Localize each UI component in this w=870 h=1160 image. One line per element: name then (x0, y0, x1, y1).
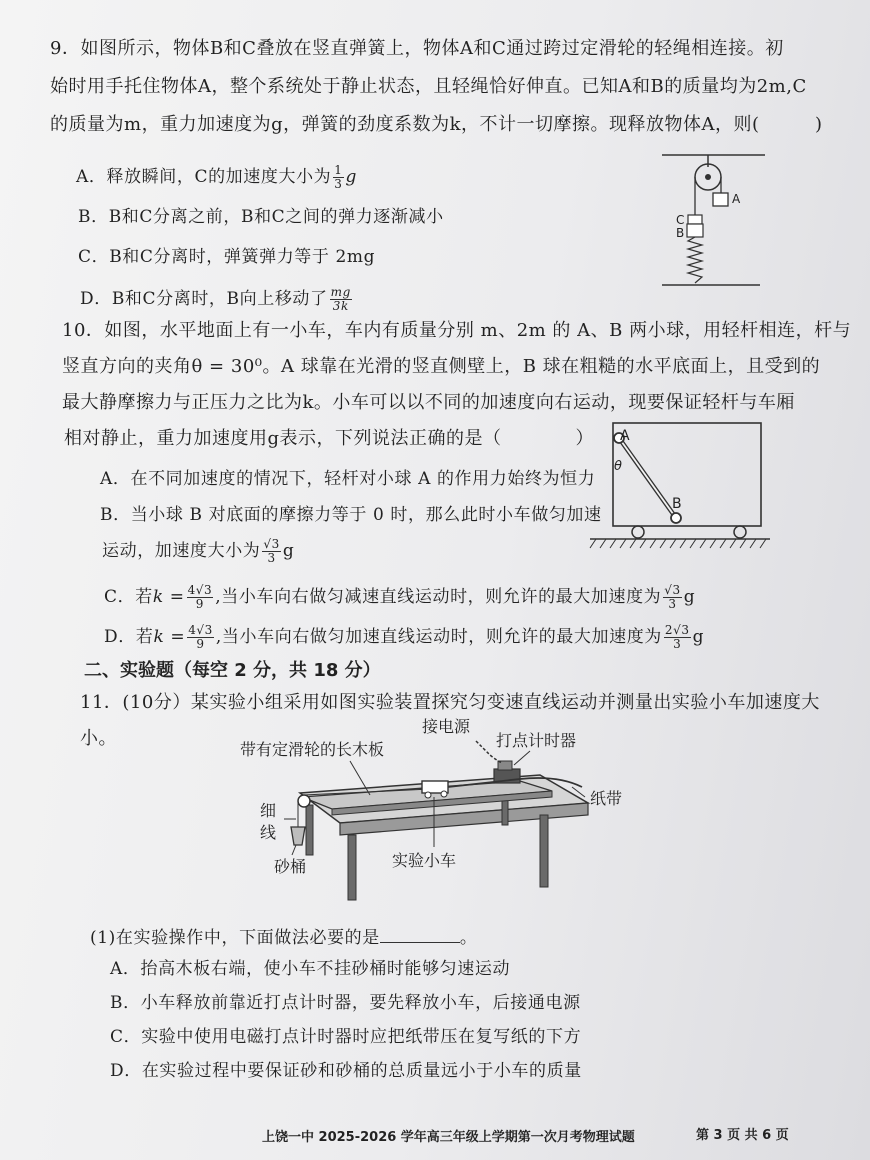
q9-option-d-text: D．B和C分离时，B向上移动了 (80, 289, 328, 309)
fraction-denominator: 3 (334, 177, 343, 191)
q11-line-1: 11．(10分）某实验小组采用如图实验装置探究匀变速直线运动并测量出实验小车加速度大 (80, 692, 820, 713)
fraction-denominator: 3 (668, 597, 677, 611)
fraction-numerator: √3 (664, 583, 681, 597)
q10-line-1: 10．如图，水平地面上有一小车，车内有质量分别 m、2m 的 A、B 两小球，用轻杆相连，杆与 (62, 320, 852, 341)
q11-option-c: C．实验中使用电磁打点计时器时应把纸带压在复写纸的下方 (110, 1027, 582, 1047)
k-symbol: k = (153, 627, 186, 647)
q9-option-a-suffix: g (345, 167, 358, 187)
q9-option-a (76, 164, 357, 191)
label-board: 带有定滑轮的长木板 (240, 740, 385, 759)
q9-line-3: 的质量为m，重力加速度为g，弹簧的劲度系数为k，不计一切摩擦。现释放物体A，则( ) (50, 114, 823, 135)
fraction-numerator: 4√3 (188, 623, 213, 637)
fraction-numerator: 1 (334, 163, 343, 177)
fraction (187, 584, 214, 611)
q11-experiment-figure (240, 715, 640, 905)
q9-line-1: 9．如图所示，物体B和C叠放在竖直弹簧上，物体A和C通过跨过定滑轮的轻绳相连接。初 (50, 38, 784, 59)
fraction (187, 624, 214, 651)
q10-line-3: 最大静摩擦力与正压力之比为k。小车可以以不同的加速度向右运动，现要保证轻杆与车厢 (62, 392, 795, 413)
q11-option-b: B．小车释放前靠近打点计时器，要先释放小车，后接通电源 (110, 993, 581, 1013)
label-c: C (676, 213, 685, 227)
q11-option-a: A．抬高木板右端，使小车不挂砂桶时能够匀速运动 (110, 959, 511, 979)
q10-option-d-suffix: g (692, 627, 705, 647)
q11-sub-question-1-end: 。 (459, 928, 478, 948)
label-cart: 实验小车 (392, 851, 457, 870)
q9-option-a-text: A．释放瞬间，C的加速度大小为 (76, 167, 332, 187)
q10-option-a: A．在不同加速度的情况下，轻杆对小球 A 的作用力始终为恒力 (100, 469, 596, 489)
q11-sub-question-1 (90, 926, 478, 949)
q9-line-2: 始时用手托住物体A，整个系统处于静止状态，且轻绳恰好伸直。已知A和B的质量均为2m,C (50, 76, 807, 97)
fraction-numerator: 2√3 (664, 623, 690, 637)
section-heading: 二、实验题（每空 2 分，共 18 分） (84, 660, 381, 681)
fraction-denominator: 9 (196, 637, 205, 651)
fraction-denominator: 3 (267, 551, 276, 565)
label-a: A (620, 428, 630, 444)
q10-line-2: 竖直方向的夹角θ = 30⁰。A 球靠在光滑的竖直侧壁上，B 球在粗糙的水平底面上，且受到的 (62, 356, 821, 377)
label-string-2: 线 (260, 823, 277, 842)
label-string-1: 细 (260, 801, 277, 820)
q10-option-c-text: ,当小车向右做匀减速直线运动时，则允许的最大加速度为 (215, 587, 662, 607)
fraction (663, 584, 681, 611)
q10-option-b-line-2 (102, 538, 294, 565)
q9-option-b: B．B和C分离之前，B和C之间的弹力逐渐减小 (78, 207, 444, 227)
label-b: B (676, 226, 685, 240)
label-b: B (672, 496, 682, 512)
q10-option-d-text: ,当小车向右做匀加速直线运动时，则允许的最大加速度为 (215, 627, 662, 647)
k-symbol: k = (152, 587, 185, 607)
fraction-denominator: 3k (332, 299, 349, 313)
fraction (333, 164, 343, 191)
q10-option-c (104, 584, 695, 611)
q9-option-d (80, 286, 354, 313)
q10-option-d (104, 624, 704, 651)
fraction-numerator: mg (330, 285, 351, 299)
label-theta: θ (614, 459, 622, 474)
label-timer: 打点计时器 (496, 731, 577, 750)
q9-option-c: C．B和C分离时，弹簧弹力等于 2mg (78, 247, 376, 267)
q11-option-d: D．在实验过程中要保证砂和砂桶的总质量远小于小车的质量 (110, 1061, 582, 1081)
fraction-numerator: 4√3 (187, 583, 213, 597)
label-a: A (732, 192, 741, 206)
q10-option-d-label: D．若 (104, 627, 154, 647)
q10-cart-figure (590, 418, 775, 553)
fraction-denominator: 3 (673, 637, 682, 651)
footer-page-number: 第 3 页 共 6 页 (696, 1128, 789, 1143)
q11-sub-question-1-text: (1)在实验操作中，下面做法必要的是 (90, 928, 380, 948)
answer-blank[interactable] (380, 926, 460, 943)
fraction (330, 286, 352, 313)
q10-option-b-line-1: B．当小球 B 对底面的摩擦力等于 0 时，那么此时小车做匀加速 (100, 505, 602, 525)
fraction (262, 538, 280, 565)
fraction (664, 624, 691, 651)
label-power: 接电源 (422, 717, 471, 736)
label-tape: 纸带 (590, 789, 623, 808)
q10-option-c-suffix: g (683, 587, 696, 607)
q11-line-2: 小。 (80, 728, 117, 749)
fraction-denominator: 9 (195, 597, 205, 611)
q10-line-4: 相对静止，重力加速度用g表示，下列说法正确的是（ ） (64, 428, 595, 449)
footer-title: 上饶一中 2025-2026 学年高三年级上学期第一次月考物理试题 (262, 1130, 635, 1145)
q10-option-b-suffix: g (282, 541, 295, 561)
q9-pulley-spring-figure (650, 145, 770, 295)
q10-option-b-text: 运动，加速度大小为 (102, 541, 261, 561)
label-bucket: 砂桶 (274, 857, 307, 876)
fraction-numerator: √3 (263, 537, 280, 551)
q10-option-c-label: C．若 (104, 587, 153, 607)
